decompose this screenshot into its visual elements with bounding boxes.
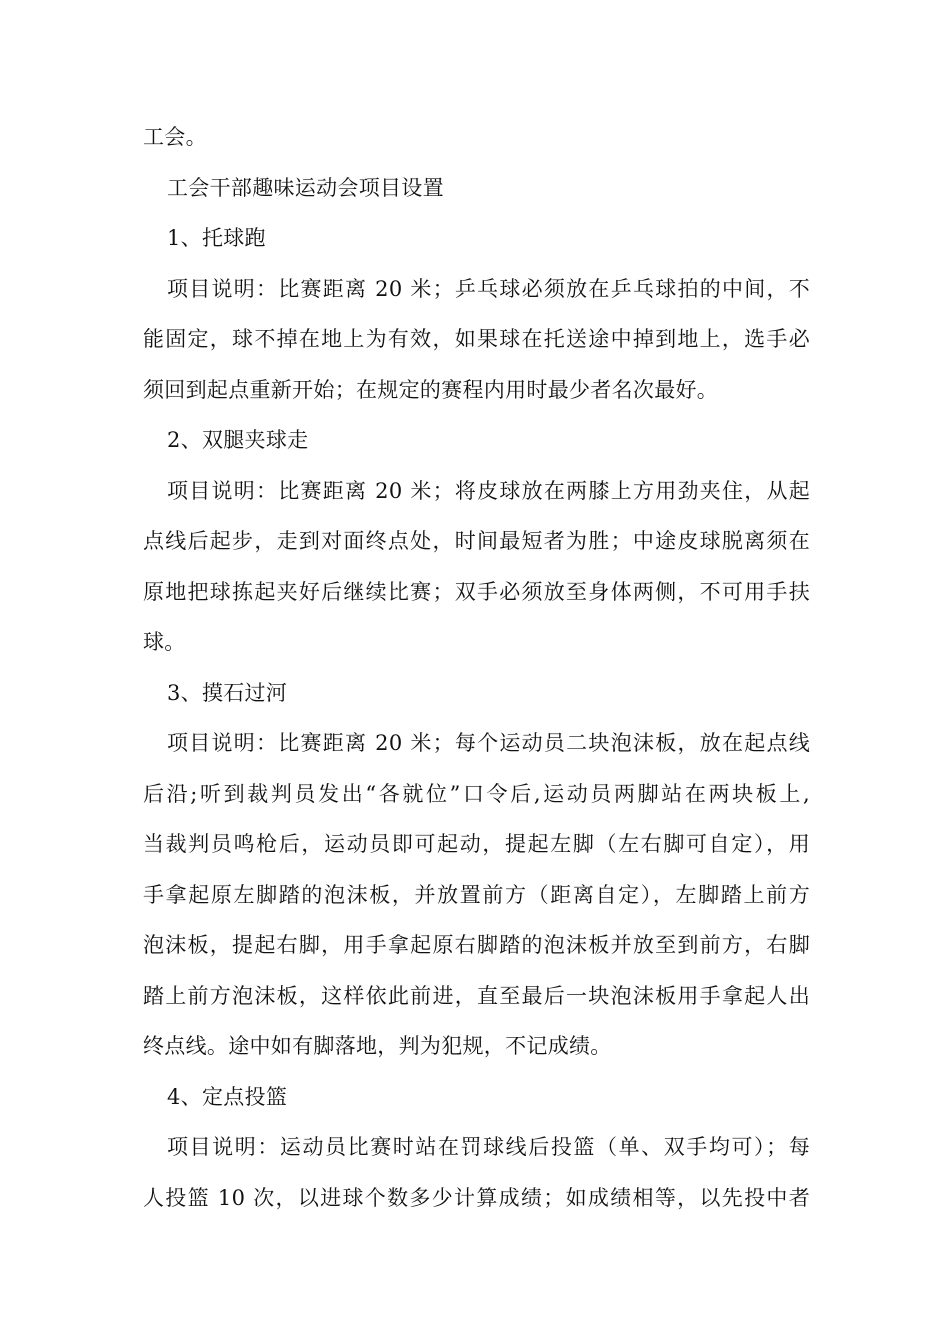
paragraph-line: 点线后起步，走到对面终点处，时间最短者为胜；中途皮球脱离须在 (143, 529, 810, 553)
section-title: 工会干部趣味运动会项目设置 (167, 175, 444, 200)
paragraph-line: 泡沫板，提起右脚，用手拿起原右脚踏的泡沫板并放至到前方，右脚 (143, 933, 810, 957)
paragraph-line: 项目说明：比赛距离 20 米；将皮球放在两膝上方用劲夹住，从起 (167, 478, 810, 503)
item-heading: 4、定点投篮 (167, 1084, 288, 1109)
paragraph-line: 当裁判员鸣枪后，运动员即可起动，提起左脚（左右脚可自定），用 (143, 832, 810, 856)
paragraph-line: 球。 (143, 630, 186, 654)
paragraph-line: 工会。 (143, 125, 207, 149)
paragraph-line: 原地把球拣起夹好后继续比赛；双手必须放至身体两侧，不可用手扶 (143, 579, 810, 604)
paragraph-line: 项目说明：比赛距离 20 米；每个运动员二块泡沫板，放在起点线 (167, 731, 810, 755)
item-heading: 1、托球跑 (167, 226, 266, 250)
paragraph-line: 踏上前方泡沫板，这样依此前进，直至最后一块泡沫板用手拿起人出 (143, 983, 810, 1008)
paragraph-line: 后沿;听到裁判员发出“各就位”口令后,运动员两脚站在两块板上, (143, 781, 810, 806)
document-body (143, 112, 810, 1223)
paragraph-line: 须回到起点重新开始；在规定的赛程内用时最少者名次最好。 (143, 377, 719, 402)
paragraph-line: 项目说明：运动员比赛时站在罚球线后投篮（单、双手均可）；每 (167, 1135, 810, 1159)
item-heading: 2、双腿夹球走 (167, 428, 309, 452)
item-heading: 3、摸石过河 (167, 680, 288, 705)
paragraph-line: 人投篮 10 次，以进球个数多少计算成绩；如成绩相等，以先投中者 (143, 1185, 810, 1210)
paragraph-line: 终点线。途中如有脚落地，判为犯规，不记成绩。 (143, 1034, 612, 1058)
paragraph-line: 手拿起原左脚踏的泡沫板，并放置前方（距离自定），左脚踏上前方 (143, 882, 810, 907)
paragraph-line: 能固定，球不掉在地上为有效，如果球在托送途中掉到地上，选手必 (143, 327, 810, 351)
paragraph-line: 项目说明：比赛距离 20 米；乒乓球必须放在乒乓球拍的中间，不 (167, 276, 810, 301)
